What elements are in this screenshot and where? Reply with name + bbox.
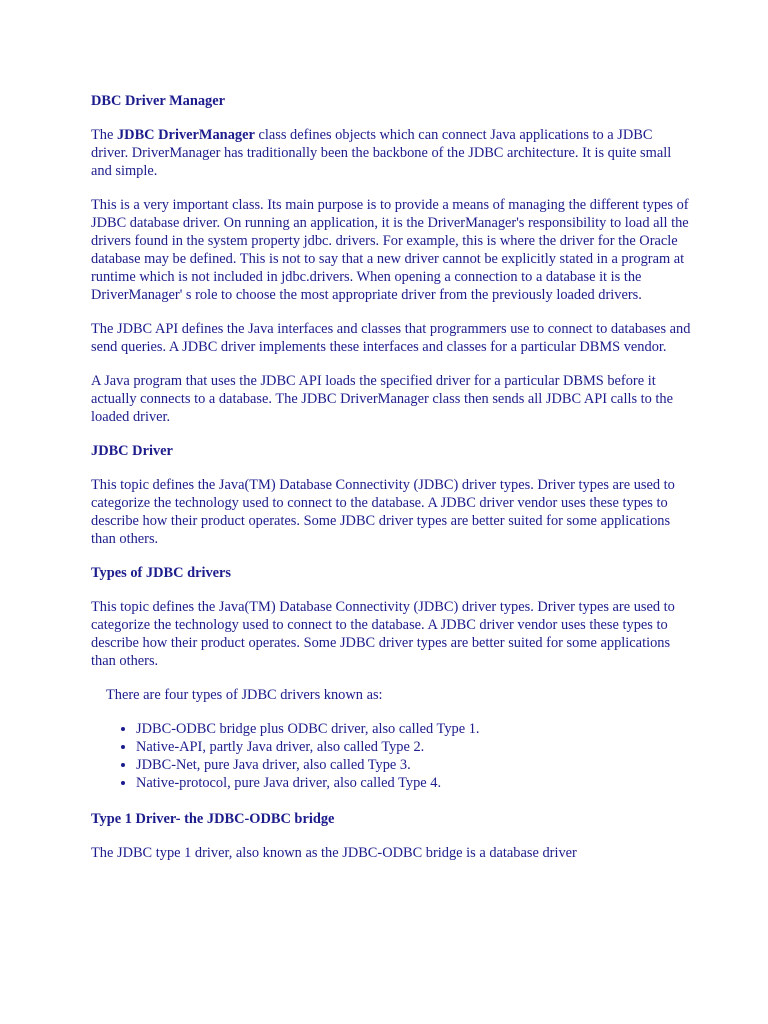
intro-rest: class defines objects which can connect Java applications to a JDBC driver. DriverManager has traditionally been the backbone of the JDBC architecture. It is quite small and simple. <box>91 127 672 179</box>
list-item: • JDBC-Net, pure Java driver, also called Type 3. <box>136 756 691 774</box>
list-item: • Native-protocol, pure Java driver, also called Type 4. <box>136 774 691 792</box>
section-heading-jdbc-driver: JDBC Driver <box>91 443 173 459</box>
paragraph-driver-types-1: This topic defines the Java(TM) Database Connectivity (JDBC) driver types. Driver types are used to categorize the technology used to connect to the database. A JDBC driver vendor uses these types to describe how their product operates. Some JDBC driver types are better suited for some applications than others. <box>91 477 675 547</box>
list-intro: There are four types of JDBC drivers known as: <box>106 687 383 703</box>
intro-bold-term: JDBC DriverManager <box>116 127 255 143</box>
intro-prefix: The <box>91 127 117 143</box>
paragraph-java-program: A Java program that uses the JDBC API loads the specified driver for a particular DBMS before it actually connects to a database. The JDBC DriverManager class then sends all JDBC API calls to the loaded driver. <box>91 373 674 425</box>
list-item: • JDBC-ODBC bridge plus ODBC driver, also called Type 1. <box>136 720 691 738</box>
list-item: • Native-API, partly Java driver, also called Type 2. <box>136 738 691 756</box>
paragraph-driver-types-2: This topic defines the Java(TM) Database Connectivity (JDBC) driver types. Driver types are used to categorize the technology used to connect to the database. A JDBC driver vendor uses these types to describe how their product operates. Some JDBC driver types are better suited for some applications than others. <box>91 599 675 669</box>
section-heading-types: Types of JDBC drivers <box>91 565 232 581</box>
section-heading-driver-manager: DBC Driver Manager <box>91 93 226 109</box>
paragraph-drivermanager-purpose: This is a very important class. Its main purpose is to provide a means of managing the different types of JDBC database driver. On running an application, it is the DriverManager's responsibility to load all the drivers found in the system property jdbc. drivers. For example, this is where the driver for the Oracle database may be defined. This is not to say that a new driver cannot be explicitly stated in a program at runtime which is not included in jdbc.drivers. When opening a connection to a database it is the DriverManager' s role to choose the most appropriate driver from the previously loaded drivers. <box>91 197 689 303</box>
driver-types-list <box>91 720 691 792</box>
paragraph-type1: The JDBC type 1 driver, also known as the JDBC-ODBC bridge is a database driver <box>91 845 577 861</box>
intro-paragraph <box>91 126 691 180</box>
document-body <box>91 92 691 878</box>
section-heading-type1: Type 1 Driver- the JDBC-ODBC bridge <box>91 811 335 827</box>
paragraph-jdbc-api: The JDBC API defines the Java interfaces and classes that programmers use to connect to databases and send queries. A JDBC driver implements these interfaces and classes for a particular DBMS vendor. <box>91 321 691 355</box>
